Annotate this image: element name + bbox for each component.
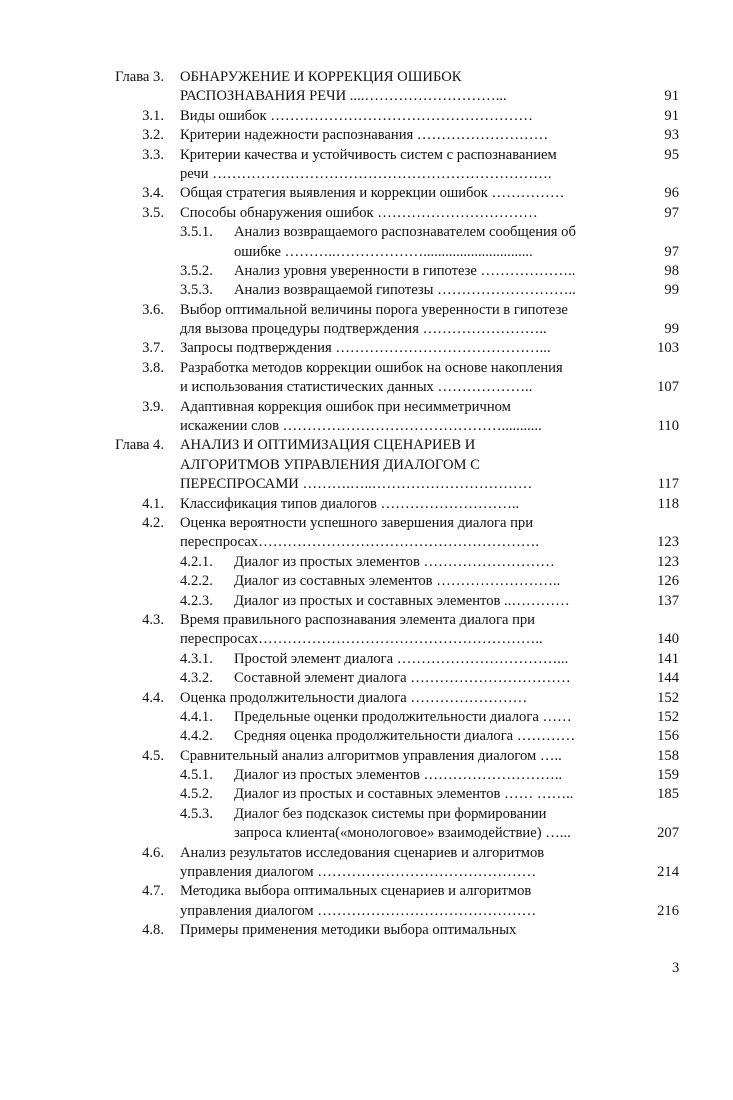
toc-page-ref: 140 [657,631,679,648]
section-title: запроса клиента(«монологовое» взаимодействие) …... [234,825,571,842]
section-number: 4.7. [142,883,164,900]
toc-line [0,378,733,397]
toc-line [0,243,733,262]
table-of-contents [0,68,733,941]
toc-line [0,475,733,494]
section-title: Запросы подтверждения ……………………………………... [180,340,551,357]
section-number: 4.5. [142,747,164,764]
section-title: Виды ошибок ……………………………………………… [180,107,533,124]
toc-page-ref: 137 [657,592,679,609]
toc-entry [0,669,733,688]
page-number: 3 [672,960,680,976]
section-number: 4.4.1. [180,708,213,725]
toc-line [0,398,733,417]
chapter-title: ПЕРЕСПРОСАМИ ……….…..…………………………… [180,476,533,493]
section-title: Разработка методов коррекции ошибок на основе накопления [180,359,563,376]
toc-entry [0,882,733,921]
toc-page-ref: 97 [664,243,679,260]
toc-entry [0,766,733,785]
toc-page-ref: 156 [657,728,679,745]
section-title: Средняя оценка продолжительности диалога ………… [234,728,576,745]
toc-entry [0,281,733,300]
toc-entry [0,262,733,281]
toc-page-ref: 95 [664,146,679,163]
section-number: 3.8. [142,359,164,376]
toc-page-ref: 99 [664,321,679,338]
toc-line [0,165,733,184]
section-title: Диалог из простых и составных элементов ..………… [234,592,570,609]
section-number: 3.7. [142,340,164,357]
toc-entry [0,592,733,611]
toc-line [0,611,733,630]
toc-page-ref: 103 [657,340,679,357]
toc-page-ref: 117 [657,476,679,493]
section-title: Анализ результатов исследования сценариев и алгоритмов [180,844,545,861]
toc-page-ref: 91 [664,88,679,105]
section-number: 3.3. [142,146,164,163]
toc-line [0,902,733,921]
toc-page-ref: 207 [657,825,679,842]
toc-line [0,650,733,669]
section-title: Предельные оценки продолжительности диалога …… [234,708,572,725]
toc-line [0,107,733,126]
toc-entry [0,223,733,262]
toc-entry [0,727,733,746]
section-number: 4.5.2. [180,786,213,803]
section-number: 4.4. [142,689,164,706]
toc-line [0,184,733,203]
toc-page-ref: 159 [657,767,679,784]
section-number: 4.8. [142,922,164,939]
section-title: Адаптивная коррекция ошибок при несимметричном [180,398,511,415]
section-title: Диалог из простых элементов ……………………… [234,553,555,570]
toc-entry [0,184,733,203]
toc-page-ref: 110 [657,418,679,435]
section-title: Примеры применения методики выбора оптимальных [180,922,517,939]
toc-entry [0,650,733,669]
section-title: Общая стратегия выявления и коррекции ошибок …………… [180,185,565,202]
toc-entry [0,359,733,398]
toc-page-ref: 216 [657,902,679,919]
toc-entry [0,689,733,708]
toc-page-ref: 107 [657,379,679,396]
section-number: 4.3.2. [180,670,213,687]
section-number: 4.2. [142,514,164,531]
toc-line [0,359,733,378]
section-title: Диалог без подсказок системы при формировании [234,805,547,822]
toc-page-ref: 97 [664,204,679,221]
toc-line [0,339,733,358]
section-title: Критерии надежности распознавания ……………………… [180,127,549,144]
section-number: 4.2.2. [180,573,213,590]
toc-line [0,727,733,746]
toc-entry [0,68,733,107]
toc-line [0,592,733,611]
section-title: Простой элемент диалога ……………………………... [234,650,569,667]
toc-line [0,882,733,901]
section-number: 3.9. [142,398,164,415]
toc-page-ref: 93 [664,127,679,144]
toc-line [0,126,733,145]
toc-line [0,146,733,165]
toc-line [0,68,733,87]
toc-entry [0,844,733,883]
toc-line [0,747,733,766]
section-number: 3.5.2. [180,262,213,279]
section-title: Диалог из составных элементов …………………….. [234,573,561,590]
toc-line [0,863,733,882]
toc-line [0,456,733,475]
toc-entry [0,146,733,185]
toc-page-ref: 126 [657,573,679,590]
section-title: Сравнительный анализ алгоритмов управления диалогом ….. [180,747,562,764]
toc-line [0,572,733,591]
section-title: для вызова процедуры подтверждения …………………….. [180,321,547,338]
toc-page-ref: 214 [657,864,679,881]
toc-line [0,805,733,824]
section-number: 3.6. [142,301,164,318]
chapter-number: Глава 3. [115,69,164,85]
section-title: Время правильного распознавания элемента диалога при [180,611,535,628]
toc-entry [0,301,733,340]
toc-entry [0,339,733,358]
chapter-title: АЛГОРИТМОВ УПРАВЛЕНИЯ ДИАЛОГОМ С [180,456,480,473]
section-title: Способы обнаружения ошибок …………………………… [180,204,538,221]
section-number: 3.4. [142,185,164,202]
toc-entry [0,126,733,145]
toc-entry [0,785,733,804]
toc-line [0,495,733,514]
toc-page-ref: 141 [657,650,679,667]
section-title: Составной элемент диалога …………………………… [234,670,571,687]
chapter-title: ОБНАРУЖЕНИЕ И КОРРЕКЦИЯ ОШИБОК [180,69,462,85]
toc-page-ref: 123 [657,553,679,570]
section-number: 4.6. [142,844,164,861]
section-title: Критерии качества и устойчивость систем с распознаванием [180,146,557,163]
toc-line [0,921,733,940]
section-number: 3.2. [142,127,164,144]
toc-entry [0,514,733,553]
section-number: 4.1. [142,495,164,512]
toc-page-ref: 152 [657,708,679,725]
section-title: Выбор оптимальной величины порога уверенности в гипотезе [180,301,568,318]
section-title: искажении слов ………………………………………........... [180,418,542,435]
toc-entry [0,708,733,727]
toc-line [0,301,733,320]
section-number: 4.5.1. [180,767,213,784]
section-title: Оценка вероятности успешного завершения диалога при [180,514,534,531]
section-number: 4.4.2. [180,728,213,745]
toc-line [0,417,733,436]
toc-entry [0,747,733,766]
toc-line [0,204,733,223]
toc-page-ref: 158 [657,747,679,764]
toc-entry [0,204,733,223]
toc-line [0,87,733,106]
section-number: 4.2.3. [180,592,213,609]
toc-line [0,844,733,863]
section-number: 4.2.1. [180,553,213,570]
section-title: и использования статистических данных ……………….. [180,379,533,396]
toc-line [0,436,733,455]
toc-entry [0,495,733,514]
toc-line [0,669,733,688]
toc-entry [0,553,733,572]
section-number: 3.1. [142,107,164,124]
section-number: 3.5. [142,204,164,221]
section-title: Диалог из простых и составных элементов …… …….. [234,786,574,803]
toc-entry [0,921,733,940]
toc-line [0,630,733,649]
toc-page-ref: 144 [657,670,679,687]
toc-entry [0,805,733,844]
toc-line [0,281,733,300]
section-title: Оценка продолжительности диалога …………………… [180,689,528,706]
section-title: ошибке ………..……………….............................. [234,243,533,260]
section-title: управления диалогом ……………………………………… [180,864,537,881]
section-title: Классификация типов диалогов ……………………….. [180,495,520,512]
toc-page-ref: 185 [657,786,679,803]
section-title: переспросах………………………………………………….. [180,631,543,648]
section-title: Анализ уровня уверенности в гипотезе ……………….. [234,262,576,279]
chapter-number: Глава 4. [115,437,164,454]
toc-line [0,824,733,843]
section-title: переспросах…………………………………………………. [180,534,540,551]
toc-entry [0,107,733,126]
section-title: Диалог из простых элементов ……………………….. [234,767,563,784]
section-number: 4.5.3. [180,805,213,822]
toc-line [0,553,733,572]
toc-line [0,533,733,552]
section-number: 4.3.1. [180,650,213,667]
toc-line [0,785,733,804]
toc-page-ref: 91 [664,107,679,124]
section-title: речи ……………………………………………………………. [180,165,552,182]
toc-entry [0,398,733,437]
toc-page-ref: 98 [664,262,679,279]
toc-page-ref: 118 [657,495,679,512]
chapter-title: АНАЛИЗ И ОПТИМИЗАЦИЯ СЦЕНАРИЕВ И [180,437,476,454]
toc-page-ref: 96 [664,185,679,202]
section-title: Методика выбора оптимальных сценариев и алгоритмов [180,883,532,900]
toc-line [0,689,733,708]
toc-line [0,766,733,785]
section-number: 3.5.1. [180,224,213,241]
toc-page-ref: 99 [664,282,679,299]
toc-line [0,708,733,727]
toc-page-ref: 123 [657,534,679,551]
toc-line [0,262,733,281]
section-number: 4.3. [142,611,164,628]
toc-page-ref: 152 [657,689,679,706]
chapter-title: РАСПОЗНАВАНИЯ РЕЧИ ....………………………... [180,88,507,105]
toc-line [0,320,733,339]
section-title: Анализ возвращаемого распознавателем сообщения об [234,224,576,241]
section-number: 3.5.3. [180,282,213,299]
toc-line [0,223,733,242]
toc-line [0,514,733,533]
toc-entry [0,436,733,494]
section-title: управления диалогом ……………………………………… [180,902,537,919]
toc-entry [0,572,733,591]
section-title: Анализ возвращаемой гипотезы ……………………….. [234,282,576,299]
toc-entry [0,611,733,650]
